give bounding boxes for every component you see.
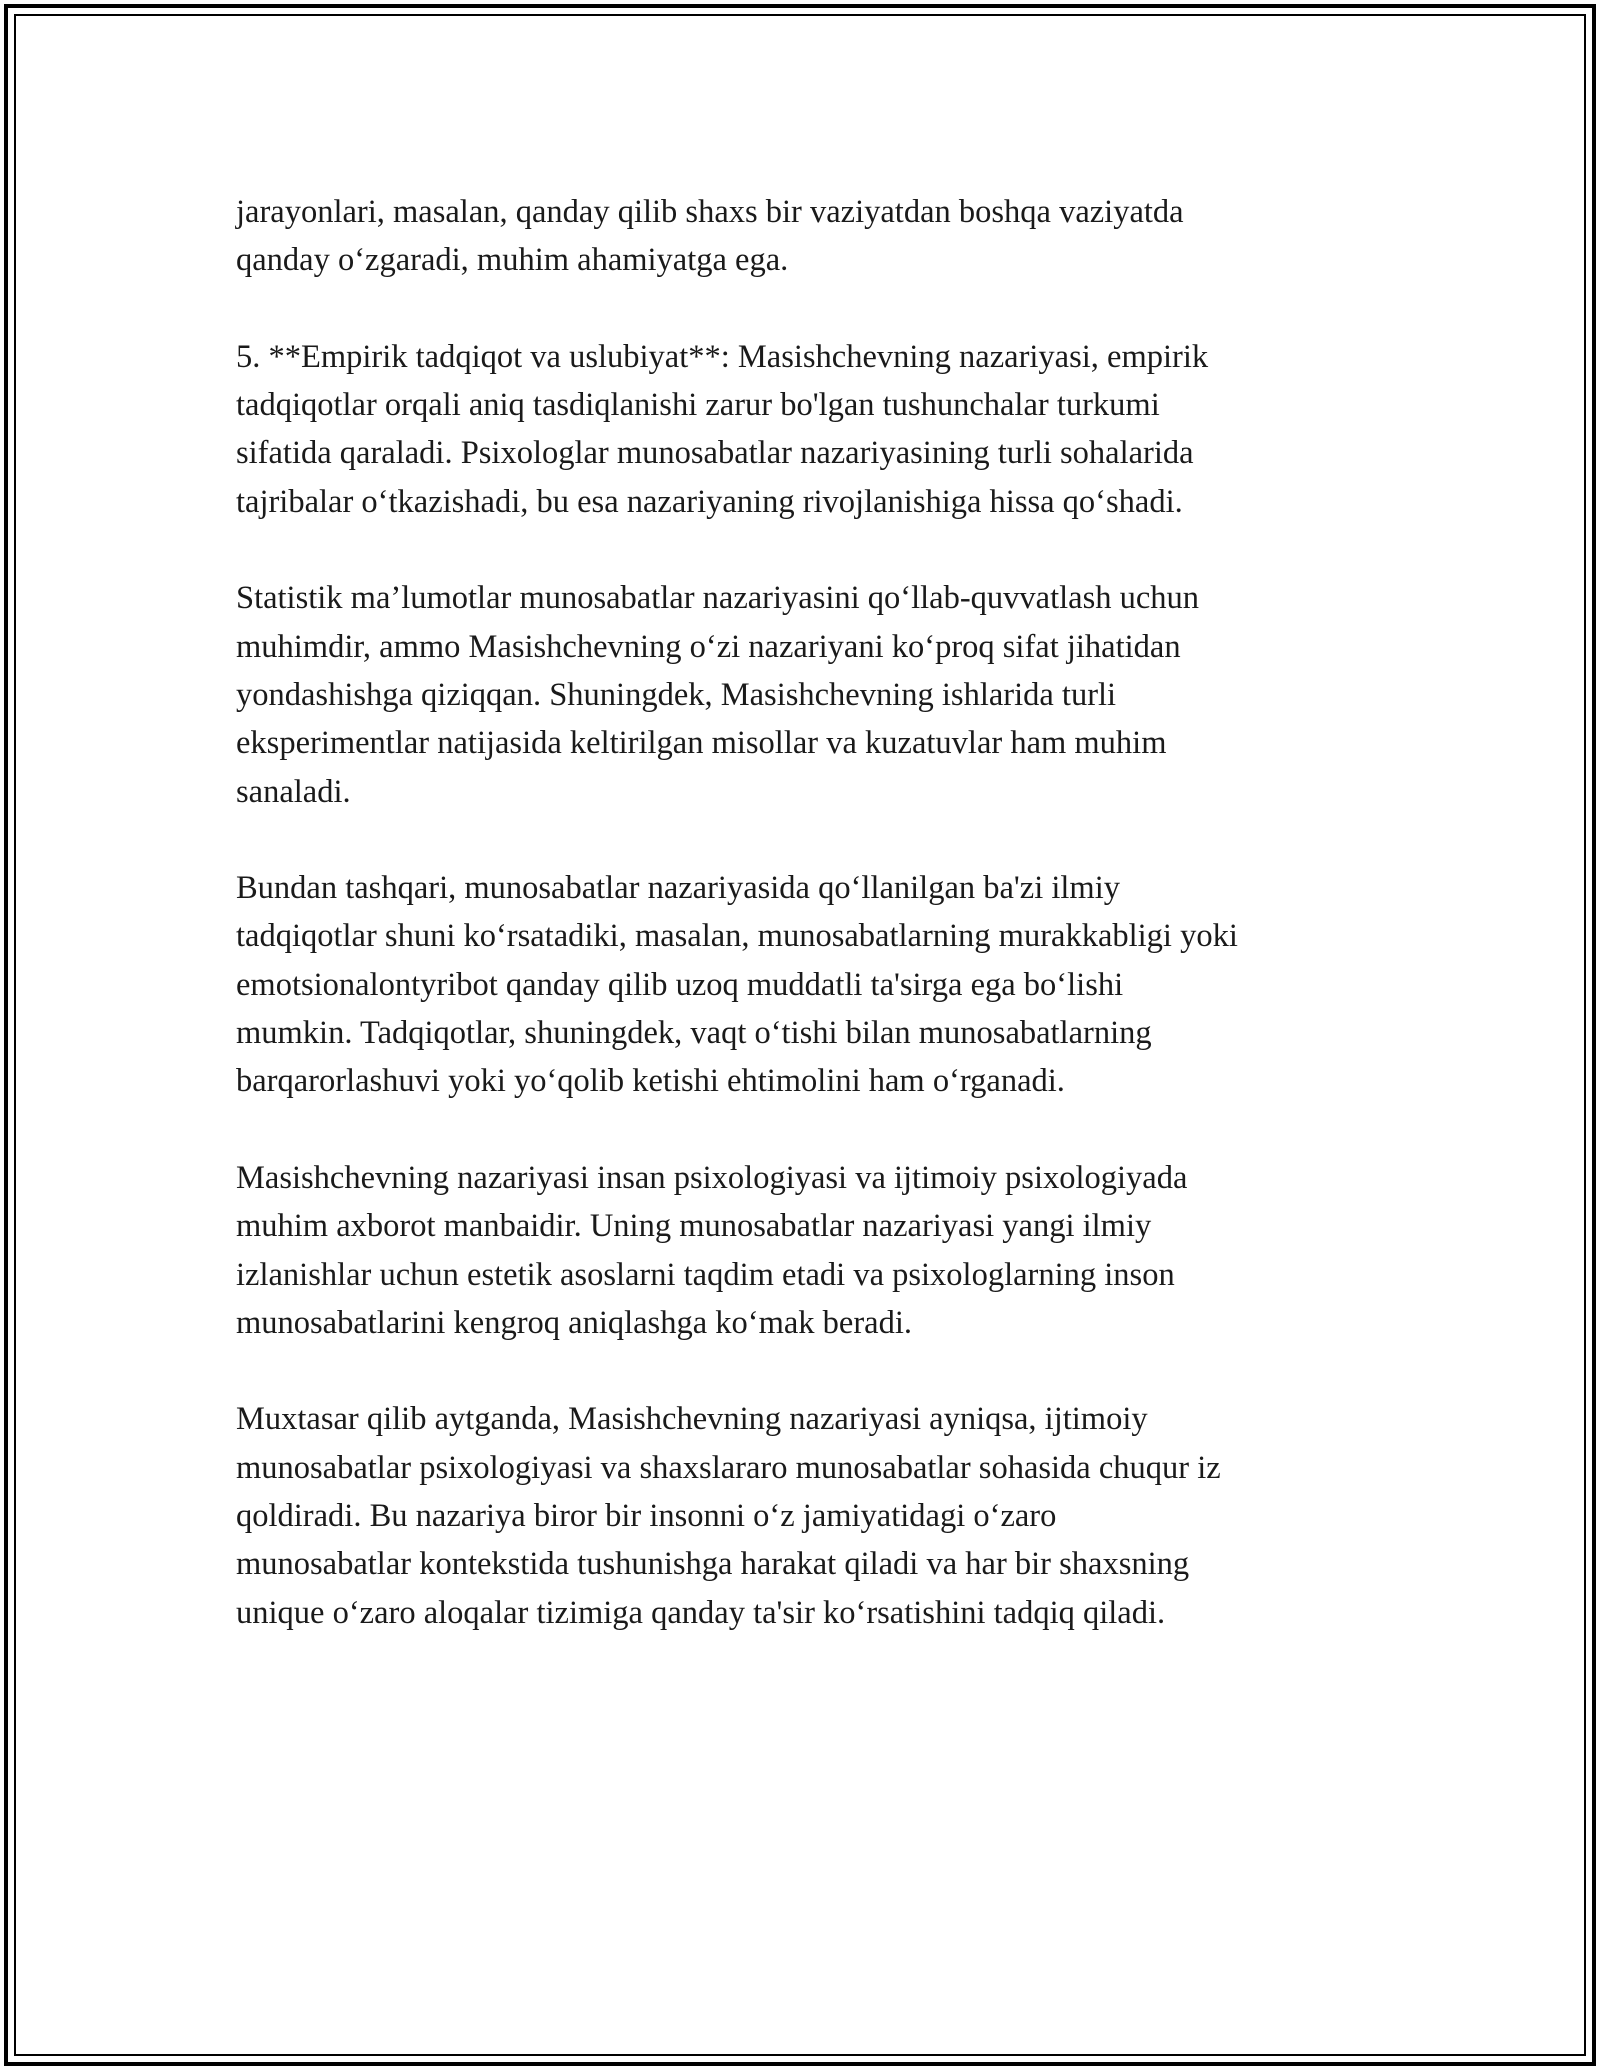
paragraph-2: 5. **Empirik tadqiqot va uslubiyat**: Masishchevning nazariyasi, empirik tadqiqotlar orqali aniq tasdiqlanishi zarur bo'lgan tushunchalar turkumi sifatida qaraladi. Psixologlar munosabatlar nazariyasining turli sohalarida tajribalar o‘tkazishadi, bu esa nazariyaning rivojlanishiga hissa qo‘shadi. xyxy=(236,338,1209,520)
paragraph-4: Bundan tashqari, munosabatlar nazariyasida qo‘llanilgan ba'zi ilmiy tadqiqotlar shuni ko‘rsatadiki, masalan, munosabatlarning murakkabligi yoki emotsionalontyribot qanday qilib uzoq muddatli ta'sirga ega bo‘lishi mumkin. Tadqiqotlar, shuningdek, vaqt o‘tishi bilan munosabatlarning barqarorlashuvi yoki yo‘qolib ketishi ehtimolini ham o‘rganadi. xyxy=(236,870,1238,1100)
paragraph-1: jarayonlari, masalan, qanday qilib shaxs bir vaziyatdan boshqa vaziyatda qanday o‘zgaradi, muhim ahamiyatga ega. xyxy=(236,194,1184,279)
paragraph-5: Masishchevning nazariyasi insan psixologiyasi va ijtimoiy psixologiyada muhim axborot manbaidir. Uning munosabatlar nazariyasi yangi ilmiy izlanishlar uchun estetik asoslarni taqdim etadi va psixologlarning inson munosabatlarini kengroq aniqlashga ko‘mak beradi. xyxy=(236,1159,1188,1341)
document-body xyxy=(236,188,1386,1685)
paragraph-3: Statistik ma’lumotlar munosabatlar nazariyasini qo‘llab-quvvatlash uchun muhimdir, ammo Masishchevning o‘zi nazariyani ko‘proq sifat jihatidan yondashishga qiziqqan. Shuningdek, Masishchevning ishlarida turli eksperimentlar natijasida keltirilgan misollar va kuzatuvlar ham muhim sanaladi. xyxy=(236,580,1200,810)
paragraph-6: Muxtasar qilib aytganda, Masishchevning nazariyasi ayniqsa, ijtimoiy munosabatlar psixologiyasi va shaxslararo munosabatlar sohasida chuqur iz qoldiradi. Bu nazariya biror bir insonni o‘z jamiyatidagi o‘zaro munosabatlar kontekstida tushunishga harakat qiladi va har bir shaxsning unique o‘zaro aloqalar tizimiga qanday ta'sir ko‘rsatishini tadqiq qiladi. xyxy=(236,1401,1221,1631)
